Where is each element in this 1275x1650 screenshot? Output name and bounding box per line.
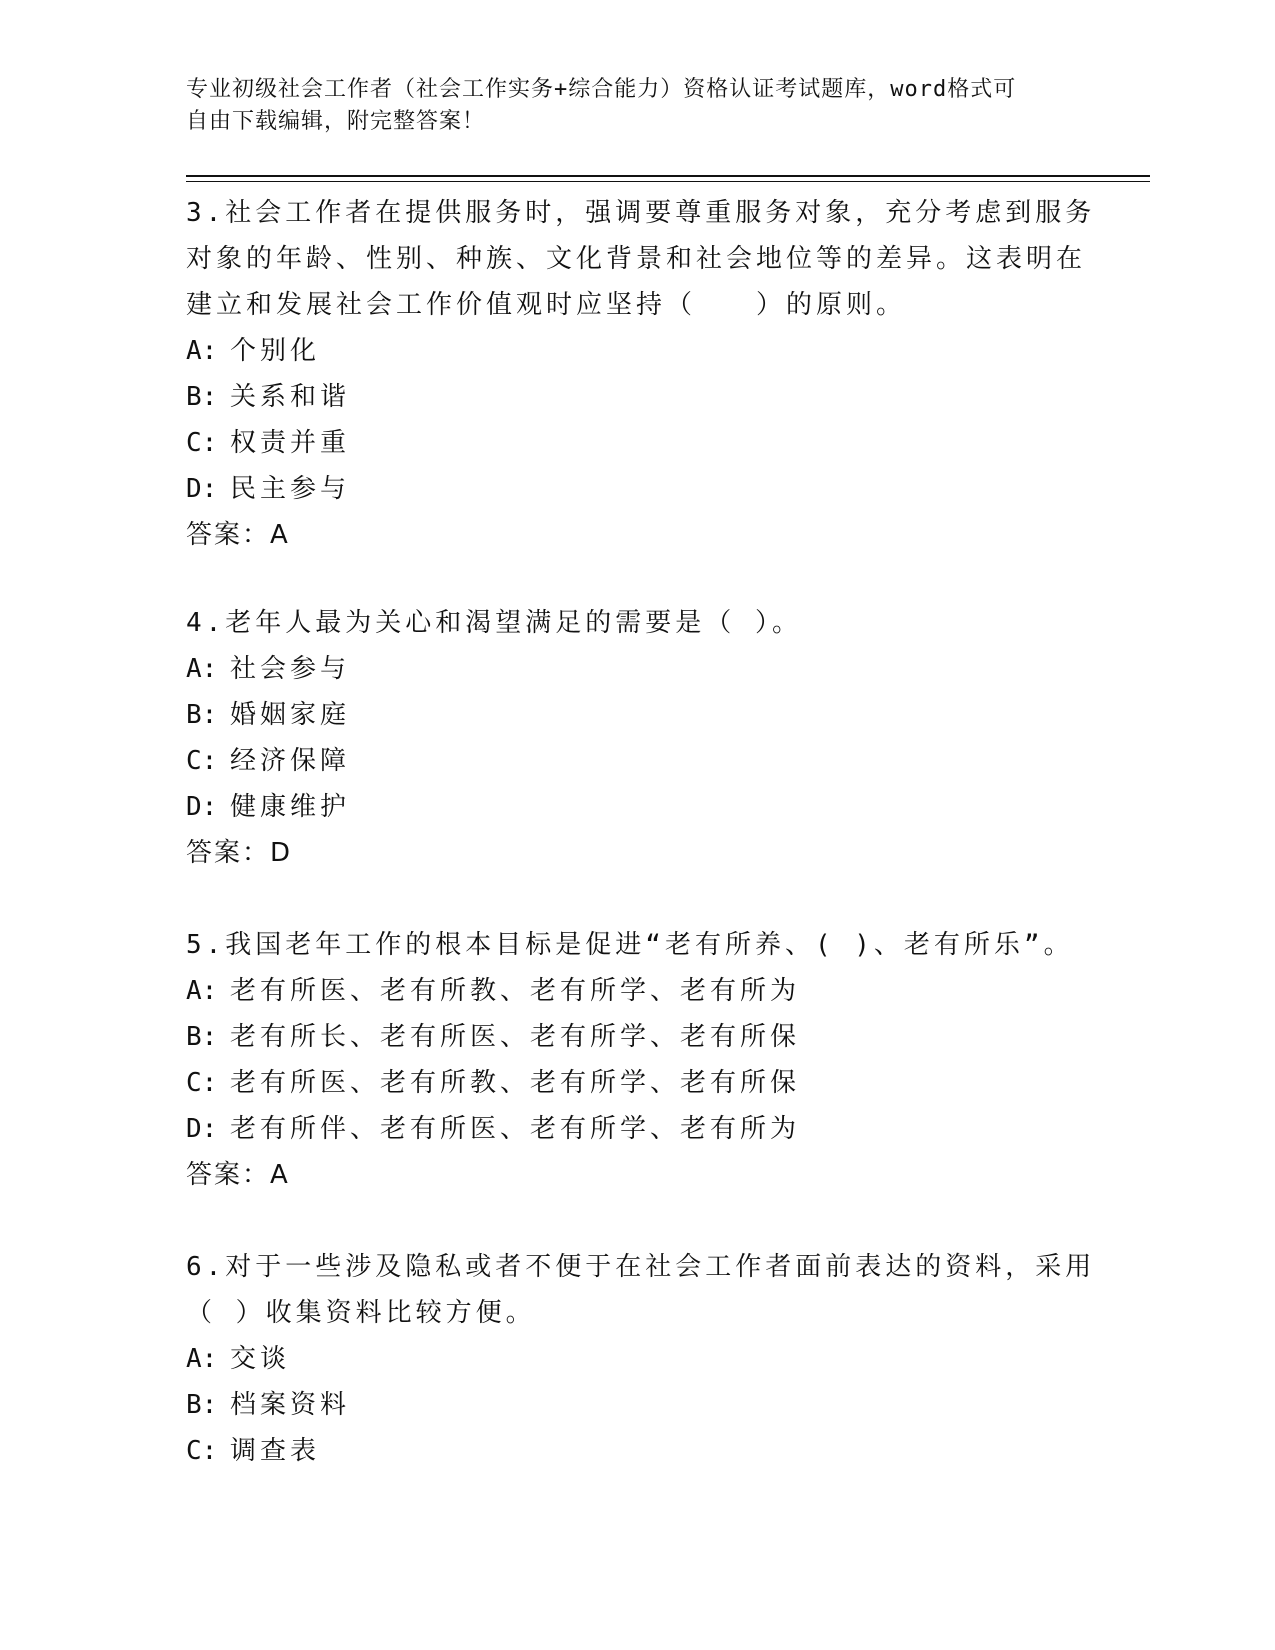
question-text: 5.我国老年工作的根本目标是促进“老有所养、( )、老有所乐”。 [186,930,1074,960]
option-key: B: [186,1022,218,1052]
answer-label: 答案：D [186,838,293,868]
option-text: 老有所医、老有所教、老有所学、老有所为 [230,976,801,1006]
question-text: 建立和发展社会工作价值观时应坚持（ ）的原则。 [186,290,907,320]
option-b [186,1382,1086,1428]
option-key: C: [186,428,218,458]
option-text: 交谈 [230,1344,291,1374]
option-d [186,784,1086,830]
option-text: 经济保障 [230,746,351,776]
option-key: C: [186,746,218,776]
option-b [186,1014,1086,1060]
option-a [186,1336,1086,1382]
option-key: C: [186,1068,218,1098]
question-text: 对象的年龄、性别、种族、文化背景和社会地位等的差异。这表明在 [186,244,1087,274]
option-a [186,328,1086,374]
option-text: 社会参与 [230,654,351,684]
option-key: A: [186,336,218,366]
option-key: D: [186,792,218,822]
question-text: 4.老年人最为关心和渴望满足的需要是（ ）。 [186,608,802,638]
option-text: 老有所长、老有所医、老有所学、老有所保 [230,1022,801,1052]
option-key: A: [186,976,218,1006]
header-divider-thin [186,181,1150,182]
option-text: 个别化 [230,336,321,366]
answer-label: 答案：A [186,520,290,550]
question-4 [186,600,1086,876]
option-text: 老有所医、老有所教、老有所学、老有所保 [230,1068,801,1098]
option-text: 权责并重 [230,428,351,458]
option-key: C: [186,1436,218,1466]
header-line-2: 自由下载编辑，附完整答案！ [186,109,486,134]
option-d [186,1106,1086,1152]
option-text: 调查表 [230,1436,321,1466]
option-key: B: [186,1390,218,1420]
question-text: （ ）收集资料比较方便。 [186,1298,536,1328]
option-key: A: [186,1344,218,1374]
answer-label: 答案：A [186,1160,290,1190]
option-key: D: [186,474,218,504]
option-c [186,1060,1086,1106]
question-text: 3.社会工作者在提供服务时，强调要尊重服务对象，充分考虑到服务 [186,198,1096,228]
option-key: B: [186,382,218,412]
option-text: 关系和谐 [230,382,351,412]
option-c [186,1428,1086,1474]
option-key: D: [186,1114,218,1144]
question-text: 6.对于一些涉及隐私或者不便于在社会工作者面前表达的资料，采用 [186,1252,1096,1282]
option-d [186,466,1086,512]
option-b [186,374,1086,420]
header-divider-thick [186,175,1150,177]
option-a [186,646,1086,692]
question-6 [186,1244,1096,1474]
option-b [186,692,1086,738]
document-header [186,74,1086,138]
question-3 [186,190,1096,558]
option-text: 民主参与 [230,474,351,504]
option-c [186,420,1086,466]
option-key: A: [186,654,218,684]
question-5 [186,922,1086,1198]
option-text: 婚姻家庭 [230,700,351,730]
option-key: B: [186,700,218,730]
option-c [186,738,1086,784]
option-a [186,968,1086,1014]
option-text: 档案资料 [230,1390,351,1420]
header-line-1: 专业初级社会工作者（社会工作实务+综合能力）资格认证考试题库，word格式可 [186,77,1017,102]
option-text: 老有所伴、老有所医、老有所学、老有所为 [230,1114,801,1144]
option-text: 健康维护 [230,792,351,822]
